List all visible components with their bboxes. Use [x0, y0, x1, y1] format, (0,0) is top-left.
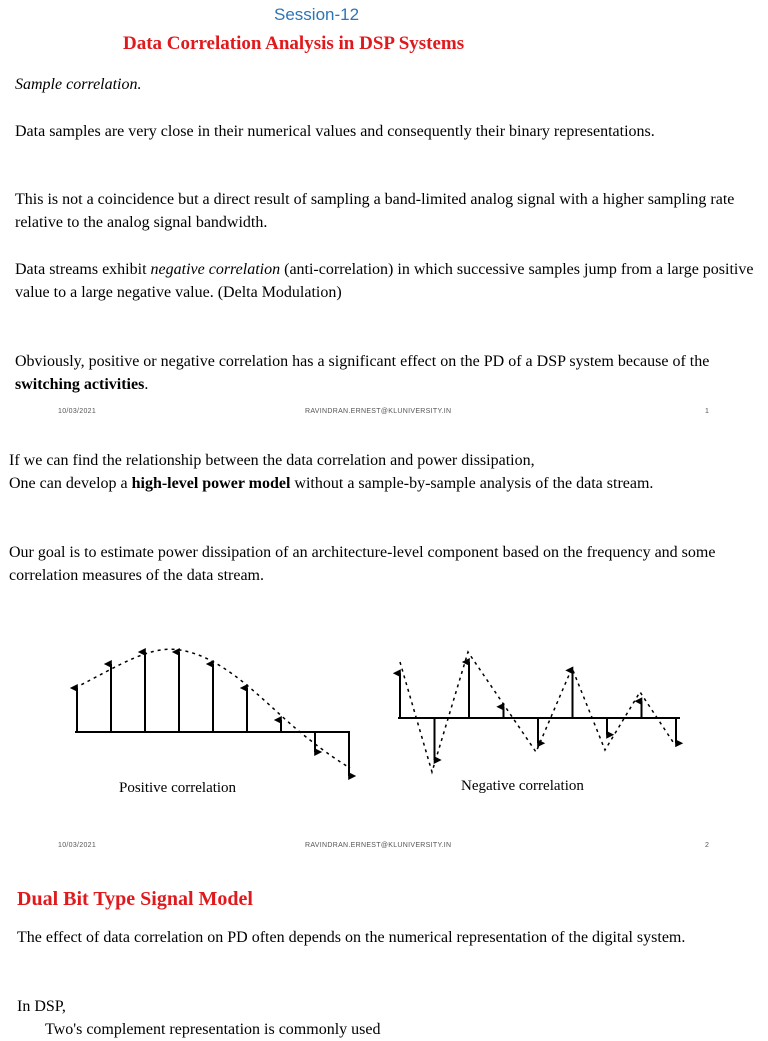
para3-pre: Data streams exhibit: [15, 261, 151, 278]
footer-page-1: 1: [705, 408, 710, 415]
para4-pre: Obviously, positive or negative correlation has a significant effect on the PD of a DSP system because of the: [15, 353, 710, 370]
para3-post: (anti-correlation) in which successive samples jump from a large positive value to a large negative value. (Delta Modulation): [15, 261, 754, 301]
subtitle-text: Sample correlation.: [15, 76, 142, 93]
slide2-para1: [9, 472, 749, 495]
negative-envelope: [400, 652, 675, 772]
footer-email-1: RAVINDRAN.ERNEST@KLUNIVERSITY.IN: [305, 408, 452, 415]
caption-negative: Negative correlation: [461, 778, 584, 794]
negative-correlation-plot: [398, 652, 680, 772]
session-label: Session-12: [274, 5, 360, 24]
footer-email-2: RAVINDRAN.ERNEST@KLUNIVERSITY.IN: [305, 842, 452, 849]
s2p1-pre: One can develop a: [9, 475, 132, 492]
slide3-title: Dual Bit Type Signal Model: [17, 888, 253, 910]
footer-page-2: 2: [705, 842, 710, 849]
slide1-title: Data Correlation Analysis in DSP Systems: [123, 33, 465, 54]
slide2-para2: Our goal is to estimate power dissipation of an architecture-level component based on the frequency and some correlation measures of the data stream.: [9, 544, 716, 584]
para4-bold: switching activities: [15, 376, 145, 393]
correlation-figure: [60, 640, 700, 780]
subtitle: [15, 73, 142, 96]
slide2-line1: If we can find the relationship between the data correlation and power dissipation,: [9, 452, 535, 469]
slide1-para3: [15, 258, 755, 304]
slide1-para4: [15, 350, 755, 396]
slide3-para3: Two's complement representation is commonly used: [45, 1021, 381, 1038]
slide3-para2: In DSP,: [17, 998, 66, 1015]
slide3-para1: The effect of data correlation on PD often depends on the numerical representation of the digital system.: [17, 929, 686, 946]
s2p1-post: without a sample-by-sample analysis of the data stream.: [290, 475, 654, 492]
footer-date-1: 10/03/2021: [58, 408, 97, 415]
slide1-para1: Data samples are very close in their numerical values and consequently their binary representations.: [15, 123, 655, 140]
slide1-para2: This is not a coincidence but a direct result of sampling a band-limited analog signal with a higher sampling rate relative to the analog signal bandwidth.: [15, 191, 735, 231]
s2p1-bold: high-level power model: [131, 475, 291, 492]
para4-post: .: [144, 376, 149, 393]
positive-correlation-plot: [75, 649, 350, 776]
caption-positive: Positive correlation: [119, 780, 237, 796]
footer-date-2: 10/03/2021: [58, 842, 97, 849]
para3-em: negative correlation: [150, 261, 281, 278]
